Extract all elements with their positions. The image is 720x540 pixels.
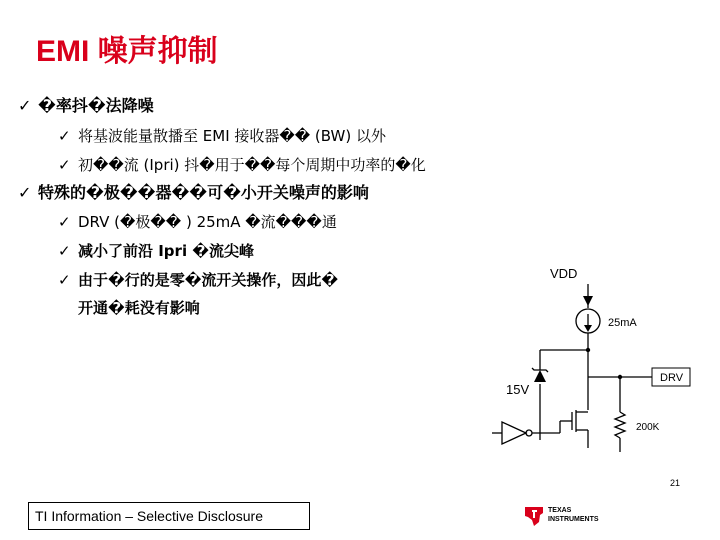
- disclosure-text: TI Information – Selective Disclosure: [35, 508, 263, 524]
- texas-instruments-logo: [520, 502, 620, 530]
- bullet-continuation: [78, 298, 200, 318]
- vdd-arrow-icon: [583, 296, 593, 306]
- vdd-label: VDD: [550, 266, 578, 281]
- zener-diode-icon: [534, 370, 546, 382]
- check-icon: ✓: [58, 127, 71, 145]
- logo-line-instruments: INSTRUMENTS: [548, 516, 599, 523]
- bullet-text: 初��流 (Ipri) 抖�用于��每个周期中功率的�化: [78, 156, 426, 174]
- check-icon: ✓: [58, 271, 71, 289]
- bullet-text: 将基波能量散播至 EMI 接收器�� (BW) 以外: [78, 127, 386, 145]
- bullet-text: 减小了前沿 Ipri �流尖峰: [78, 242, 255, 260]
- bullet-special-gate-driver: [18, 183, 369, 203]
- bullet-text: �率抖�法降噪: [38, 96, 154, 115]
- bullet-text: 特殊的�极��器��可�小开关噪声的影响: [38, 183, 369, 202]
- bullet-drv-current: [58, 212, 337, 232]
- inverter-icon: [502, 422, 526, 444]
- bullet-zero-current-switching: [58, 270, 338, 290]
- resistor-icon: [615, 412, 625, 438]
- disclosure-box: [28, 502, 310, 530]
- check-icon: ✓: [58, 156, 71, 174]
- bullet-text: 由于�行的是零�流开关操作，因此�: [78, 271, 339, 289]
- zener-voltage-label: 15V: [506, 382, 530, 397]
- bullet-spread-energy: [58, 126, 386, 146]
- check-icon: ✓: [58, 213, 71, 231]
- resistor-label: 200K: [636, 422, 660, 433]
- bullet-reduce-spike: [58, 241, 254, 261]
- bullet-text: 开通�耗没有影响: [78, 299, 200, 317]
- check-icon: ✓: [18, 183, 32, 202]
- check-icon: ✓: [18, 96, 32, 115]
- current-label: 25mA: [608, 317, 637, 329]
- page-number: 21: [670, 478, 681, 488]
- logo-line-texas: TEXAS: [548, 507, 572, 514]
- bullet-frequency-jitter: [18, 96, 154, 116]
- drv-label: DRV: [660, 372, 684, 384]
- gate-driver-circuit-diagram: [480, 262, 700, 462]
- ti-emblem-icon: [522, 504, 546, 528]
- bullet-ipri-jitter: [58, 155, 426, 175]
- check-icon: ✓: [58, 242, 71, 260]
- slide-title: EMI 噪声抑制: [36, 35, 218, 68]
- bullet-text: DRV (�极�� ) 25mA �流���通: [78, 213, 337, 231]
